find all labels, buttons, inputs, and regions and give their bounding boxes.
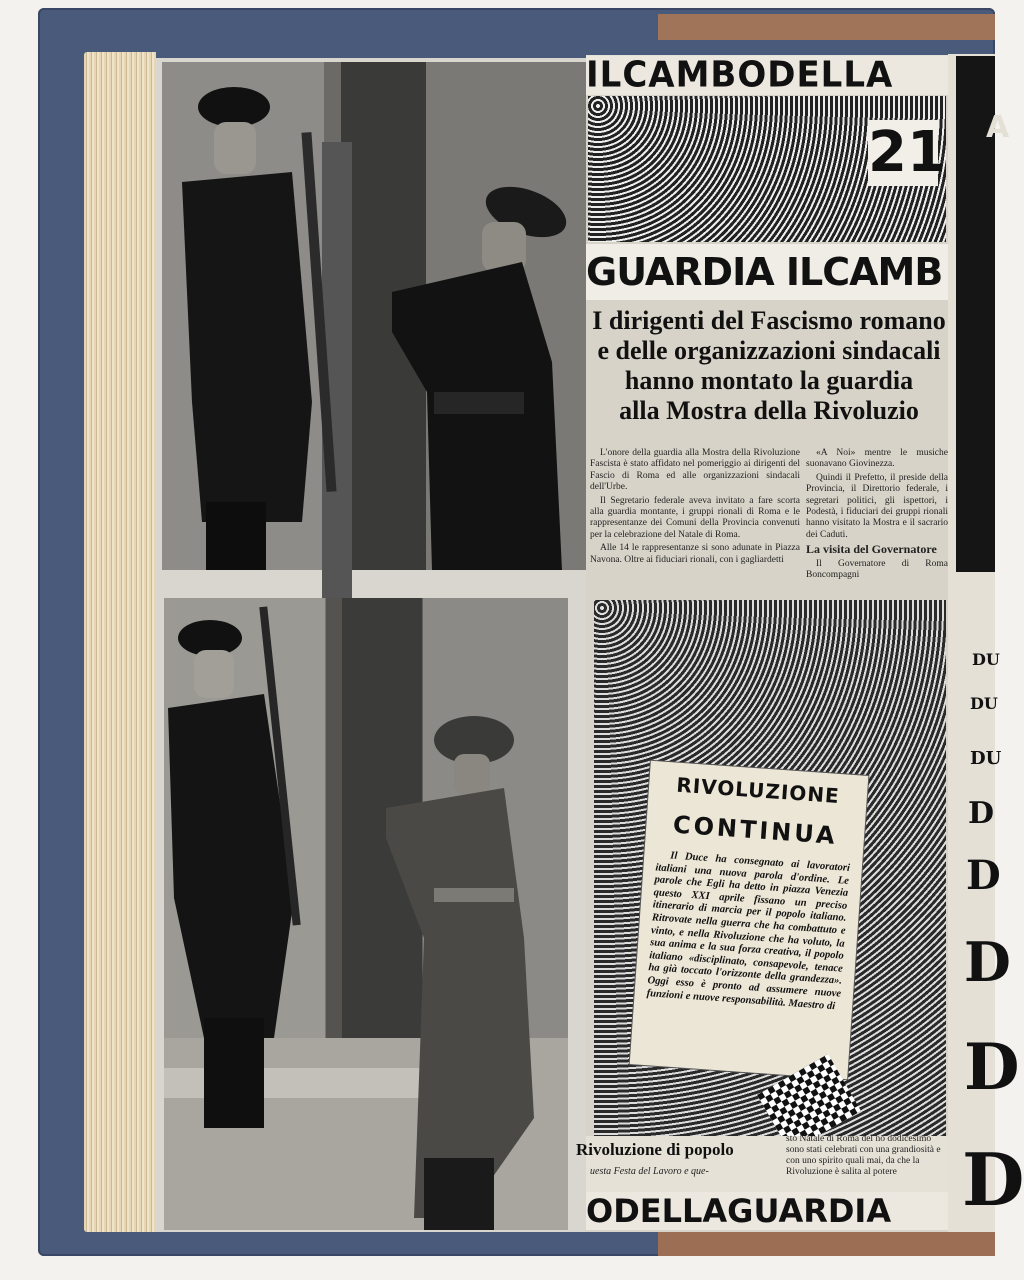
headline-line: alla Mostra della Rivoluzio bbox=[619, 396, 919, 425]
photo-bottom-figures bbox=[164, 598, 568, 1230]
article-paragraph: Quindi il Prefetto, il preside della Provincia, il Direttorio federale, i segretari politici, gli ispettori, i Podestà, i fiduciari dei gruppi rionali hanno visitato la Mostra e il sacrario dei Caduti. bbox=[806, 472, 948, 540]
guardia-banner: GUARDIA ILCAMB bbox=[586, 244, 948, 300]
subhead-governor: La visita del Governatore bbox=[806, 542, 937, 557]
facing-page-word: DU bbox=[970, 694, 998, 713]
page-edges bbox=[84, 52, 156, 1232]
facing-page-word: DU bbox=[972, 650, 1000, 669]
photo-top-figures bbox=[162, 62, 588, 570]
bottom-left-text: uesta Festa del Lavoro e que- bbox=[590, 1166, 709, 1177]
clipping-body: Il Duce ha consegnato ai lavoratori italiani una nuova parola d'ordine. Le parole che Egli ha detto in piazza Venezia questo XXI aprile fissano un preciso itinerario di marcia per il popolo italiano. Ritrovate nella guerra che ha combattuto e vinto, e nella Rivoluzione che ha voluto, la sua anima e la sua forza creativa, il popolo italiano «disciplinato, consapevole, tenace ha già toccato l'orizzonte della grandezza». Oggi esso è pronto ad assumere nuove funzioni e nuove responsabilità. Maestro di bbox=[646, 850, 851, 1012]
headline-line: hanno montato la guardia bbox=[624, 366, 914, 395]
article-paragraph: «A Noi» mentre le musiche suonavano Giovinezza. bbox=[806, 448, 948, 470]
clipping-title: CONTINUA bbox=[672, 810, 839, 850]
article-paragraph: Il Segretario federale aveva invitato a fare scorta alla guardia montante, i gruppi rionali di Roma e le rappresentanze dei Comuni della Provincia convenuti per la celebrazione del Natale di Roma. bbox=[590, 495, 800, 540]
facing-page-word: D bbox=[962, 1137, 1024, 1222]
bottom-headline: Rivoluzione di popolo bbox=[576, 1140, 734, 1159]
article-column-left bbox=[590, 448, 800, 608]
facing-page-word: D bbox=[966, 852, 1001, 899]
photo-guard-ceremony-top bbox=[162, 62, 588, 570]
headline bbox=[590, 306, 948, 426]
facing-page-letter: A bbox=[986, 110, 1010, 145]
article-column-right bbox=[806, 448, 948, 598]
facing-page-word: DU bbox=[970, 748, 1002, 769]
masthead-bottom: ODELLAGUARDIA bbox=[586, 1192, 948, 1230]
headline-line: e delle organizzazioni sindacali bbox=[597, 336, 941, 365]
cover-tab-top bbox=[658, 14, 995, 40]
article-paragraph: Alle 14 le rappresentanze si sono adunate in Piazza Navona. Oltre ai fiduciari rionali, con i gagliardetti bbox=[590, 543, 800, 565]
article-paragraph: Il Governatore di Roma Boncompagni bbox=[806, 558, 948, 581]
facing-page-word: D bbox=[964, 930, 1011, 994]
headline-line: I dirigenti del Fascismo romano bbox=[592, 306, 946, 335]
issue-number: 21 bbox=[868, 120, 946, 185]
facing-page-word: D bbox=[964, 1030, 1020, 1105]
bottom-right-text: sto Natale di Roma del no dodicesimo sono stati celebrati con una grandiosità e con uno spirito quali mai, da che la Rivoluzione è salita al potere bbox=[786, 1134, 941, 1177]
masthead-top: ILCAMBODELLA bbox=[586, 55, 948, 95]
facing-page-word: D bbox=[968, 796, 995, 831]
photo-guard-ceremony-bottom bbox=[164, 598, 568, 1230]
clipping-title: RIVOLUZIONE bbox=[675, 772, 841, 808]
article-paragraph: L'onore della guardia alla Mostra della Rivoluzione Fascista è stato affidato nel pomeriggio ai dirigenti del Fascio di Roma ed alle organizzazioni sindacali dell'Urbe. bbox=[590, 448, 800, 493]
clipping-rivoluzione-continua bbox=[630, 761, 869, 1079]
cover-tab-bottom bbox=[658, 1232, 995, 1256]
